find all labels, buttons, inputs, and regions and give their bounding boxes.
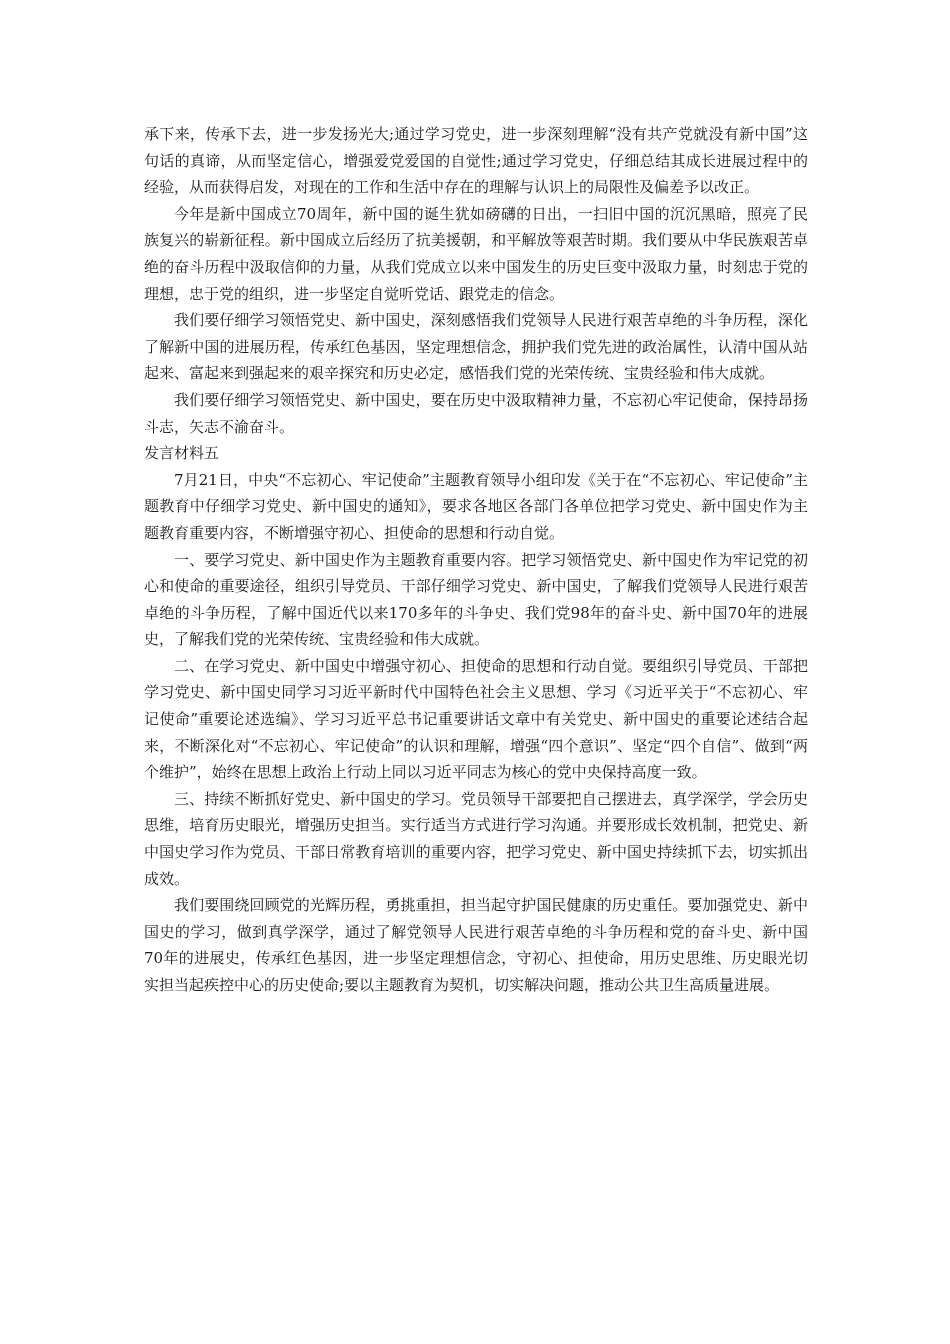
paragraph-conclusion: 我们要围绕回顾党的光辉历程，勇挑重担，担当起守护国民健康的历史重任。要加强党史、新中国史的学习，做到真学深学，通过了解党领导人民进行艰苦卓绝的斗争历程和党的奋斗史、新中国70年的进展史，传承红色基因，进一步坚定理想信念，守初心、担使命，用历史思维、历史眼光切实担当起疾控中心的历史使命;要以主题教育为契机，切实解决问题，推动公共卫生高质量进展。 [144,896,808,994]
document-page [144,121,808,999]
section-heading: 发言材料五 [144,444,220,463]
paragraph-70th-anniversary: 今年是新中国成立70周年，新中国的诞生犹如磅礴的日出，一扫旧中国的沉沉黑暗，照亮了民族复兴的崭新征程。新中国成立后经历了抗美援朝，和平解放等艰苦时期。我们要从中华民族艰苦卓绝的奋斗历程中汲取信仰的力量，从我们党成立以来中国发生的历史巨变中汲取力量，时刻忠于党的理想，忠于党的组织，进一步坚定自觉听党话、跟党走的信念。 [144,204,808,303]
paragraph-spiritual-strength: 我们要仔细学习领悟党史、新中国史，要在历史中汲取精神力量，不忘初心牢记使命，保持昂扬斗志，矢志不渝奋斗。 [144,390,808,436]
paragraph-point-one: 一、要学习党史、新中国史作为主题教育重要内容。把学习领悟党史、新中国史作为牢记党的初心和使命的重要途径，组织引导党员、干部仔细学习党史、新中国史，了解我们党领导人民进行艰苦卓绝的斗争历程，了解中国近代以来170多年的斗争史、我们党98年的奋斗史、新中国70年的进展史，了解我们党的光荣传统、宝贵经验和伟大成就。 [144,550,808,649]
paragraph-notice: 7月21日，中央“不忘初心、牢记使命”主题教育领导小组印发《关于在“不忘初心、牢记使命”主题教育中仔细学习党史、新中国史的通知》，要求各地区各部门各单位把学习党史、新中国史作为主题教育重要内容，不断增强守初心、担使命的思想和行动自觉。 [144,470,808,542]
paragraph-study-history: 我们要仔细学习领悟党史、新中国史，深刻感悟我们党领导人民进行艰苦卓绝的斗争历程，深化了解新中国的进展历程，传承红色基因，坚定理想信念，拥护我们党先进的政治属性，认清中国从站起来、富起来到强起来的艰辛探究和历史必定，感悟我们党的光荣传统、宝贵经验和伟大成就。 [144,311,808,383]
paragraph-point-two: 二、在学习党史、新中国史中增强守初心、担使命的思想和行动自觉。要组织引导党员、干部把学习党史、新中国史同学习习近平新时代中国特色社会主义思想、学习《习近平关于“不忘初心、牢记使命”重要论述选编》、学习习近平总书记重要讲话文章中有关党史、新中国史的重要论述结合起来，不断深化对“不忘初心、牢记使命”的认识和理解，增强“四个意识”、坚定“四个自信”、做到“两个维护”，始终在思想上政治上行动上同以习近平同志为核心的党中央保持高度一致。 [144,656,808,782]
paragraph-point-three: 三、持续不断抓好党史、新中国史的学习。党员领导干部要把自己摆进去，真学深学，学会历史思维，培育历史眼光，增强历史担当。实行适当方式进行学习沟通。并要形成长效机制，把党史、新中国史学习作为党员、干部日常教育培训的重要内容，把学习党史、新中国史持续抓下去，切实抓出成效。 [144,789,808,888]
paragraph-continuation: 承下来，传承下去，进一步发扬光大;通过学习党史，进一步深刻理解“没有共产党就没有新中国”这句话的真谛，从而坚定信心，增强爱党爱国的自觉性;通过学习党史，仔细总结其成长进展过程中的经验，从而获得启发，对现在的工作和生活中存在的理解与认识上的局限性及偏差予以改正。 [144,125,808,197]
